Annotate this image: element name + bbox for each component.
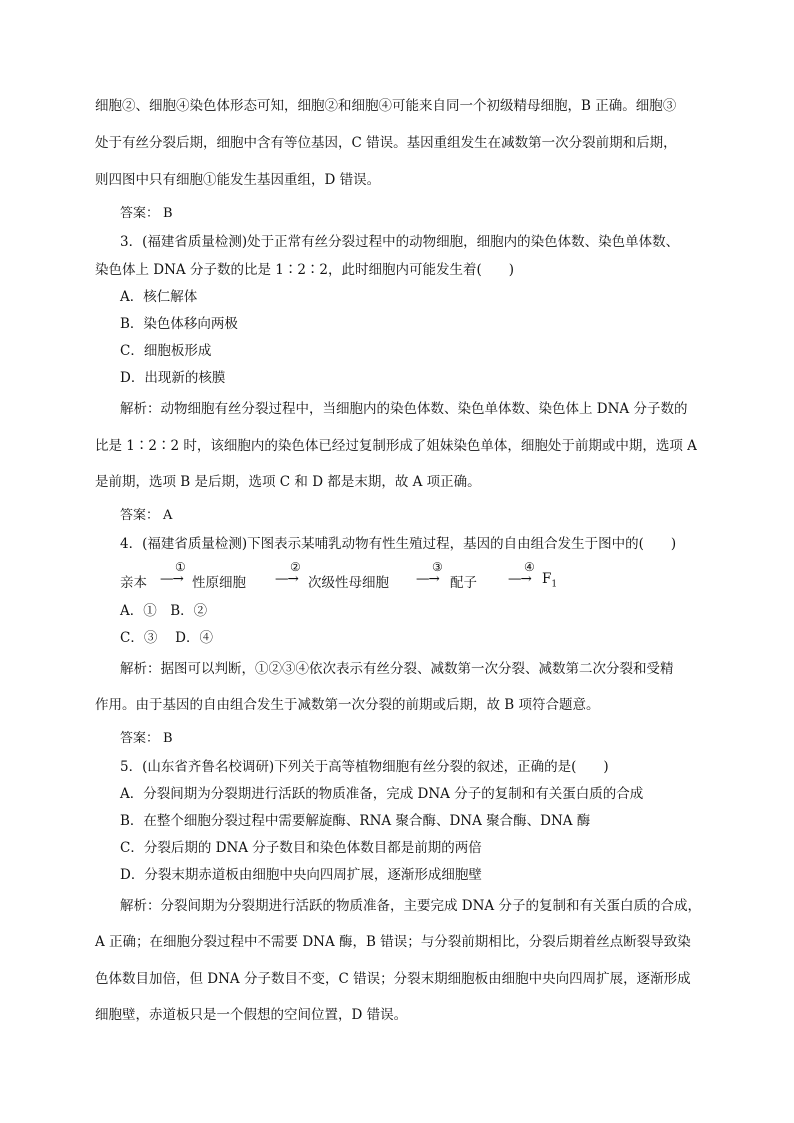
answer-label: 答案： — [120, 731, 160, 746]
reproduction-flow-diagram — [120, 562, 640, 592]
answer-label: 答案： — [120, 508, 160, 523]
flow-step-1: ① — [175, 560, 186, 574]
q5-analysis-line-1: 解析：分裂间期为分裂期进行活跃的物质准备，主要完成 DNA 分子的复制和有关蛋白质的合成， — [120, 898, 701, 914]
q5-option-b: B．在整个细胞分裂过程中需要解旋酶、RNA 聚合酶、DNA 聚合酶、DNA 酶 — [120, 813, 591, 829]
q3-answer — [120, 507, 730, 525]
answer-label: 答案： — [120, 206, 160, 221]
flow-arrow-1: —→ — [160, 571, 183, 587]
flow-node-f1-sub: 1 — [551, 579, 558, 590]
flow-step-3: ③ — [432, 560, 443, 574]
flow-step-4: ④ — [524, 560, 535, 574]
q3-option-a: A．核仁解体 — [120, 289, 198, 305]
flow-step-2: ② — [290, 560, 301, 574]
q4-analysis-line-2: 作用。由于基因的自由组合发生于减数第一次分裂的前期或后期，故 B 项符合题意。 — [95, 697, 600, 713]
q3-stem-line-1: 3．(福建省质量检测)处于正常有丝分裂过程中的动物细胞，细胞内的染色体数、染色单体数、 — [120, 234, 680, 250]
q5-stem: 5．(山东省齐鲁名校调研)下列关于高等植物细胞有丝分裂的叙述，正确的是( ) — [120, 759, 609, 775]
flow-node-gamete: 配子 — [450, 575, 477, 591]
q3-analysis-line-3: 是前期，选项 B 是后期，选项 C 和 D 都是末期，故 A 项正确。 — [95, 474, 481, 490]
q4-answer — [120, 730, 730, 748]
q4-stem: 4．(福建省质量检测)下图表示某哺乳动物有性生殖过程，基因的自由组合发生于图中的( ) — [120, 536, 677, 552]
flow-arrow-2: —→ — [275, 571, 298, 587]
q5-option-a: A．分裂间期为分裂期进行活跃的物质准备，完成 DNA 分子的复制和有关蛋白质的合成 — [120, 786, 644, 802]
answer-value: B — [163, 206, 173, 221]
flow-node-f1 — [542, 571, 557, 590]
intro-line-3: 则四图中只有细胞①能发生基因重组，D 错误。 — [95, 172, 381, 188]
q4-options-row-2: C．③ D．④ — [120, 630, 213, 646]
q3-option-c: C．细胞板形成 — [120, 343, 212, 359]
flow-arrow-3: —→ — [416, 571, 439, 587]
flow-node-parent: 亲本 — [120, 575, 147, 591]
q5-option-d: D．分裂末期赤道板由细胞中央向四周扩展，逐渐形成细胞壁 — [120, 867, 482, 883]
answer-value: A — [163, 508, 173, 523]
intro-line-2: 处于有丝分裂后期，细胞中含有等位基因，C 错误。基因重组发生在减数第一次分裂前期和后期， — [95, 135, 677, 151]
q3-option-b: B．染色体移向两极 — [120, 316, 238, 332]
flow-node-f1-letter: F — [542, 571, 552, 587]
flow-arrow-4: —→ — [508, 571, 531, 587]
q3-analysis-line-1: 解析：动物细胞有丝分裂过程中，当细胞内的染色体数、染色单体数、染色体上 DNA 分子数的 — [120, 401, 688, 417]
intro-line-1: 细胞②、细胞④染色体形态可知，细胞②和细胞④可能来自同一个初级精母细胞，B 正确。细胞③ — [95, 98, 677, 114]
q5-analysis-line-3: 色体数目加倍，但 DNA 分子数目不变，C 错误；分裂末期细胞板由细胞中央向四周扩展，逐渐形成 — [95, 971, 691, 987]
answer-value: B — [163, 731, 173, 746]
q5-analysis-line-2: A 正确；在细胞分裂过程中不需要 DNA 酶，B 错误；与分裂前期相比，分裂后期着丝点断裂导致染 — [95, 934, 691, 950]
intro-answer — [120, 205, 730, 223]
flow-node-secondary-cell: 次级性母细胞 — [308, 575, 389, 591]
q5-option-c: C．分裂后期的 DNA 分子数目和染色体数目都是前期的两倍 — [120, 840, 482, 856]
flow-node-germ-cell: 性原细胞 — [192, 575, 246, 591]
q4-options-row-1: A．① B．② — [120, 603, 208, 619]
q3-option-d: D．出现新的核膜 — [120, 370, 226, 386]
q4-analysis-line-1: 解析：据图可以判断，①②③④依次表示有丝分裂、减数第一次分裂、减数第二次分裂和受精 — [120, 661, 674, 677]
q5-analysis-line-4: 细胞壁，赤道板只是一个假想的空间位置，D 错误。 — [95, 1007, 408, 1023]
q3-stem-line-2: 染色体上 DNA 分子数的比是 1∶2∶2，此时细胞内可能发生着( ) — [95, 262, 515, 278]
q3-analysis-line-2: 比是 1∶2∶2 时，该细胞内的染色体已经过复制形成了姐妹染色单体，细胞处于前期或中期，选项 A — [95, 438, 697, 454]
